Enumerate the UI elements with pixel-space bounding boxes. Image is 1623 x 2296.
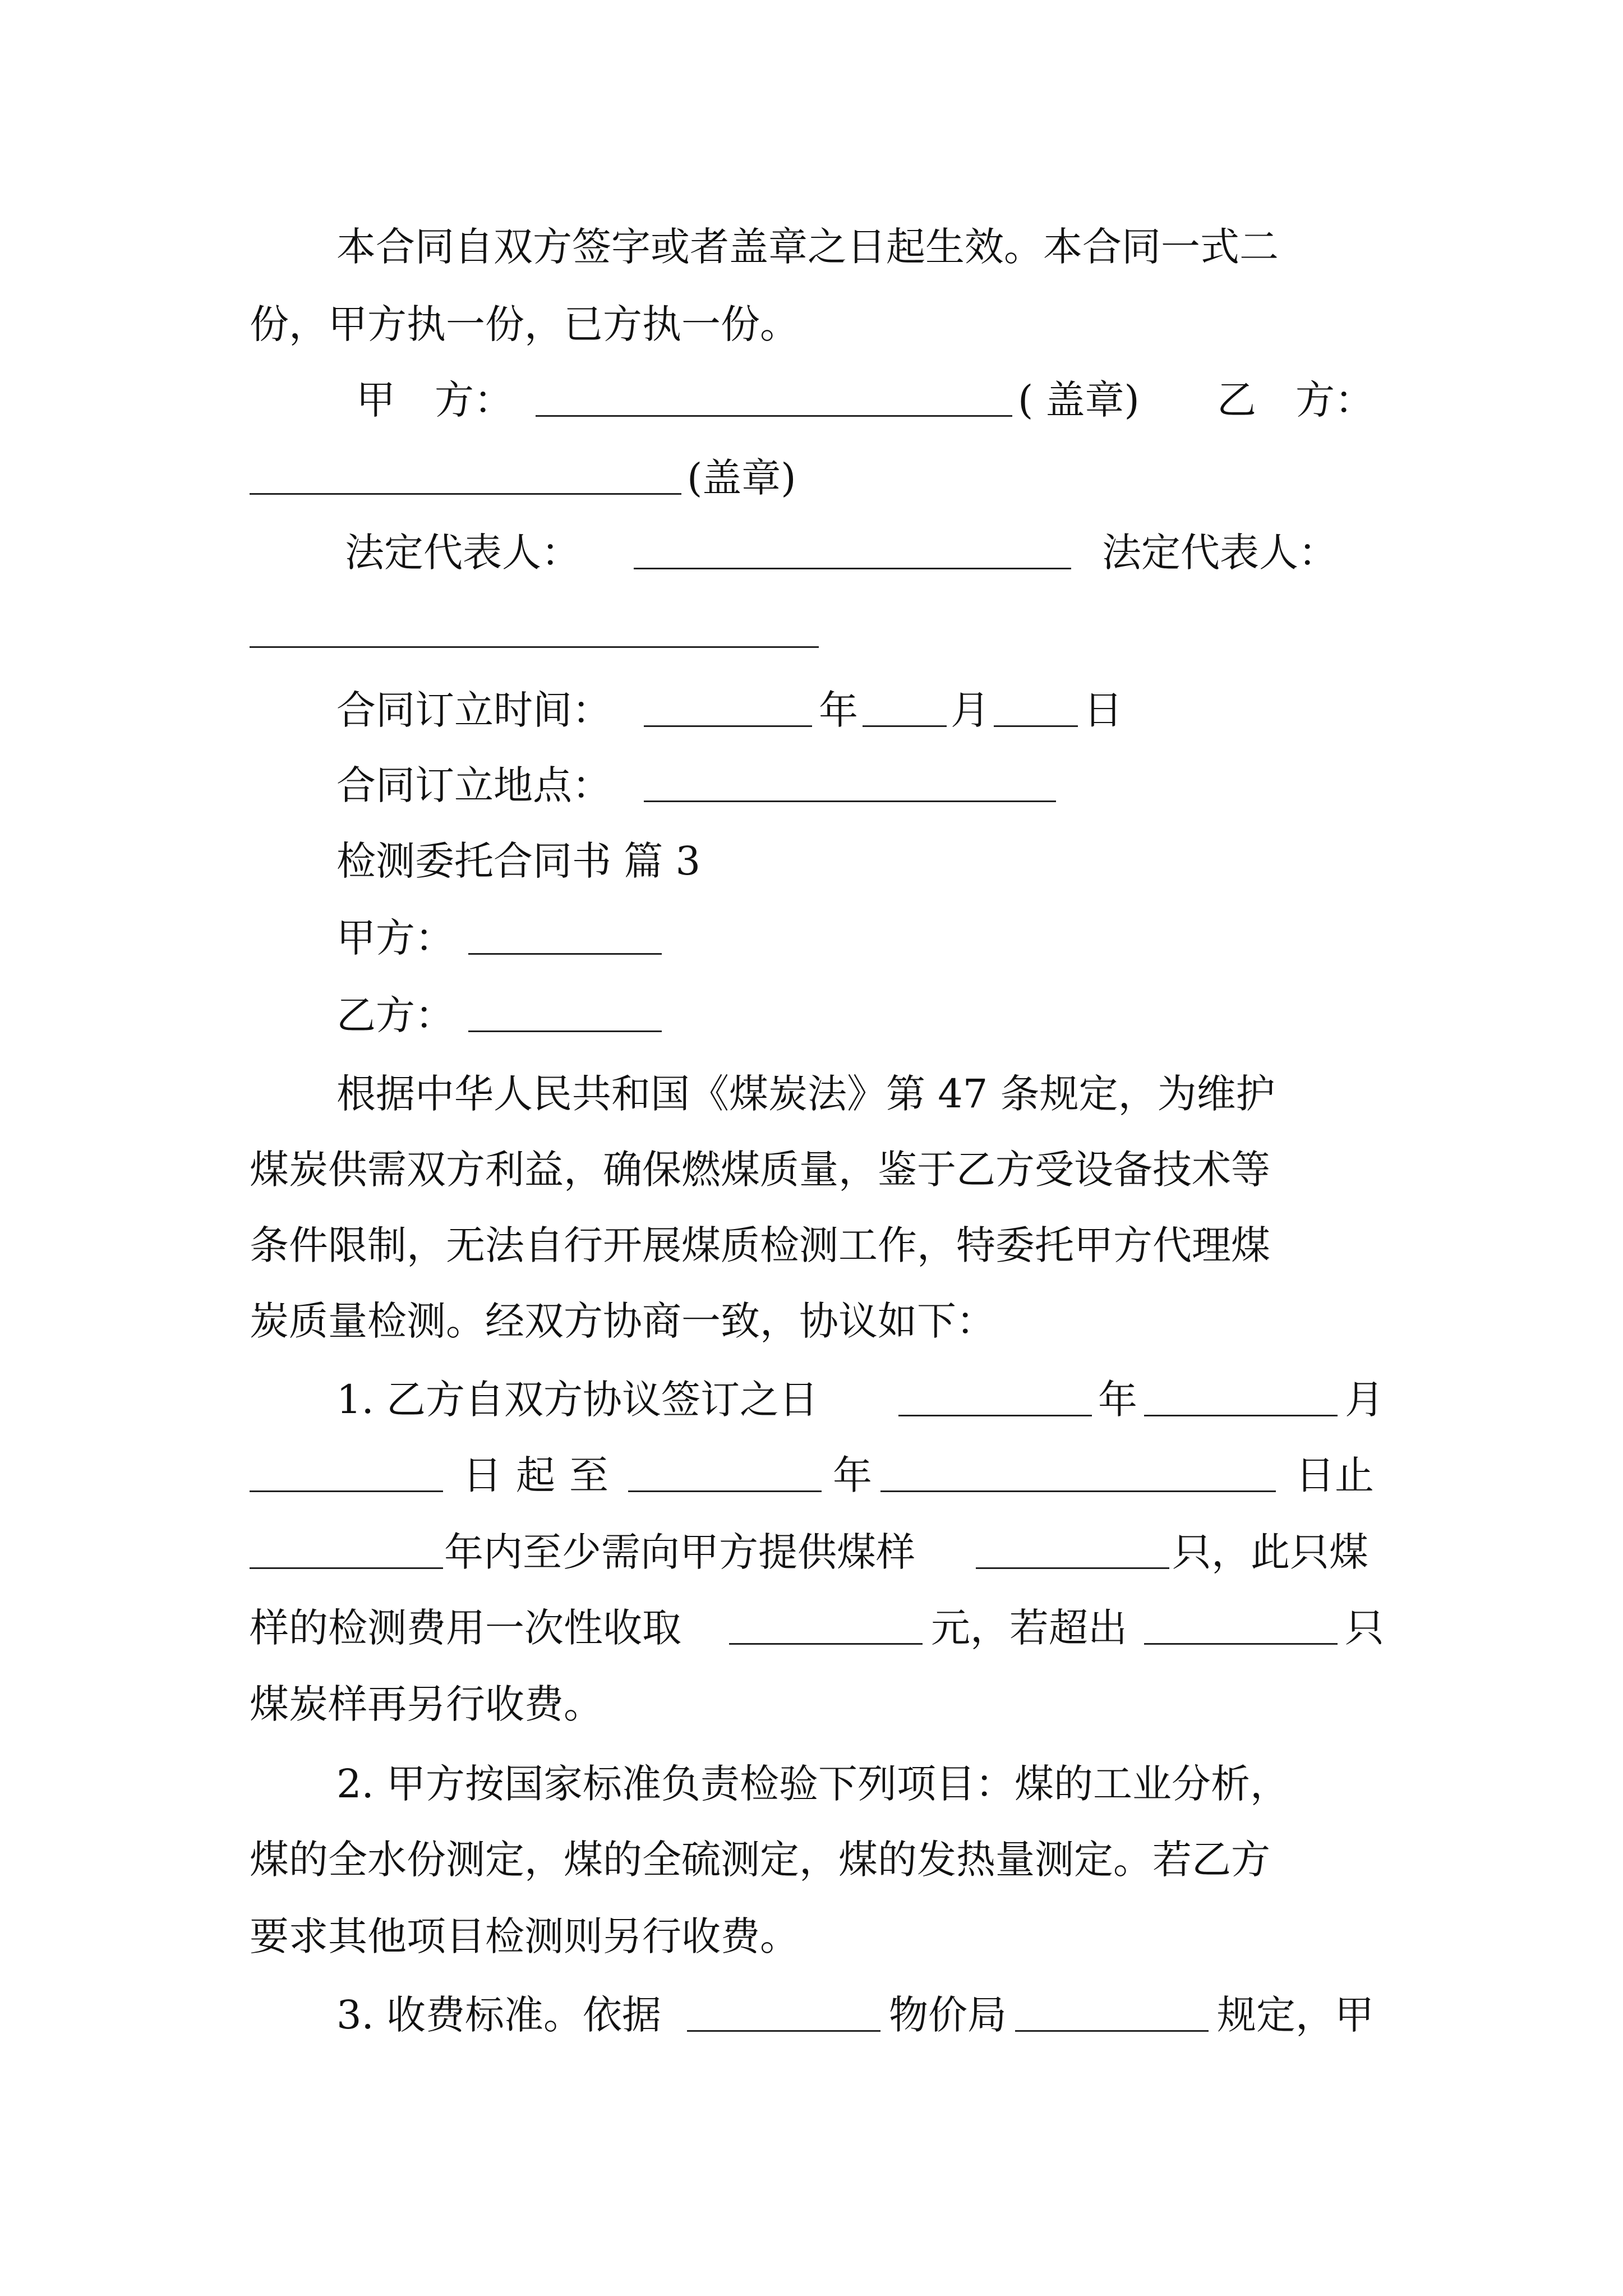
month-unit: 月 bbox=[951, 687, 990, 733]
place-label: 合同订立地点： bbox=[336, 762, 611, 808]
contract-place-line bbox=[0, 746, 1623, 825]
day-unit: 日 bbox=[463, 1452, 502, 1498]
text: 煤的全水份测定，煤的全硫测定，煤的发热量测定。若乙方 bbox=[250, 1837, 1270, 1883]
year-blank[interactable] bbox=[644, 671, 812, 749]
yi-line bbox=[0, 976, 1623, 1055]
text: 份，甲方执一份，已方执一份。 bbox=[250, 301, 799, 347]
text: 根据中华人民共和国《煤炭法》第 47 条规定，为维护 bbox=[336, 1071, 1275, 1117]
paragraph-effective-line2 bbox=[0, 285, 1623, 364]
jia-line bbox=[0, 899, 1623, 977]
year-unit: 年 bbox=[833, 1452, 872, 1498]
text: 煤炭样再另行收费。 bbox=[250, 1681, 603, 1727]
item2-line3 bbox=[0, 1897, 1623, 1976]
blank[interactable] bbox=[898, 1360, 1092, 1439]
text: 只 bbox=[1345, 1605, 1384, 1651]
item1-line2 bbox=[0, 1436, 1623, 1515]
party-b-blank[interactable] bbox=[250, 439, 681, 517]
place-blank[interactable] bbox=[644, 746, 1056, 825]
party-signature-line bbox=[0, 361, 1623, 439]
blank[interactable] bbox=[1144, 1360, 1338, 1439]
day-unit: 日 bbox=[1083, 687, 1123, 733]
text: 炭质量检测。经双方协商一致，协议如下： bbox=[250, 1298, 995, 1344]
blank[interactable] bbox=[250, 1513, 443, 1591]
blank[interactable] bbox=[687, 1976, 880, 2054]
jia-label: 甲方： bbox=[336, 915, 454, 961]
text: 条件限制，无法自行开展煤质检测工作，特委托甲方代理煤 bbox=[250, 1222, 1270, 1268]
intro-line3 bbox=[0, 1206, 1623, 1285]
blank[interactable] bbox=[880, 1436, 1276, 1515]
intro-line1 bbox=[0, 1055, 1623, 1133]
contract-date-line bbox=[0, 671, 1623, 749]
text: 1. 乙方自双方协议签订之日 bbox=[336, 1377, 819, 1423]
text: 只，此只煤 bbox=[1172, 1529, 1368, 1575]
blank[interactable] bbox=[628, 1436, 822, 1515]
month-blank[interactable] bbox=[863, 671, 947, 749]
year-unit: 年 bbox=[819, 687, 858, 733]
text: 至 bbox=[569, 1452, 608, 1498]
yi-label: 乙方： bbox=[336, 992, 454, 1038]
legal-rep-b-line bbox=[0, 592, 1623, 670]
yi-blank[interactable] bbox=[468, 976, 662, 1055]
item1-line3 bbox=[0, 1513, 1623, 1591]
text: 物价局 bbox=[889, 1992, 1007, 2038]
item2-line1 bbox=[0, 1745, 1623, 1823]
text: 3. 收费标准。依据 bbox=[336, 1992, 662, 2038]
legal-rep-a-label: 法定代表人： bbox=[345, 530, 580, 576]
day-blank[interactable] bbox=[994, 671, 1078, 749]
text: 本合同自双方签字或者盖章之日起生效。本合同一式二 bbox=[336, 224, 1279, 270]
intro-line4 bbox=[0, 1282, 1623, 1360]
item2-line2 bbox=[0, 1820, 1623, 1899]
item1-line1 bbox=[0, 1360, 1623, 1439]
title-text: 检测委托合同书 篇 3 bbox=[336, 838, 701, 884]
legal-rep-line bbox=[0, 513, 1623, 592]
jia-blank[interactable] bbox=[468, 899, 662, 977]
text: 规定，甲 bbox=[1217, 1992, 1374, 2038]
item1-line4 bbox=[0, 1589, 1623, 1667]
text: 要求其他项目检测则另行收费。 bbox=[250, 1913, 799, 1959]
text: 2. 甲方按国家标准负责检验下列项目：煤的工业分析， bbox=[336, 1761, 1290, 1807]
blank[interactable] bbox=[250, 1436, 443, 1515]
item1-line5 bbox=[0, 1665, 1623, 1743]
section-title bbox=[0, 822, 1623, 900]
blank[interactable] bbox=[729, 1589, 923, 1667]
text: 煤炭供需双方利益，确保燃煤质量，鉴于乙方受设备技术等 bbox=[250, 1147, 1270, 1193]
blank[interactable] bbox=[1144, 1589, 1338, 1667]
legal-rep-b-label: 法定代表人： bbox=[1102, 530, 1338, 576]
date-label: 合同订立时间： bbox=[336, 687, 611, 733]
text: 年内至少需向甲方提供煤样 bbox=[444, 1529, 915, 1575]
party-b-label: 乙 方： bbox=[1217, 377, 1374, 423]
blank[interactable] bbox=[1015, 1976, 1209, 2054]
seal-note: ( 盖章) bbox=[1018, 377, 1140, 423]
text: 样的检测费用一次性收取 bbox=[250, 1605, 681, 1651]
text: 起 bbox=[516, 1452, 555, 1498]
text: 元，若超出 bbox=[931, 1605, 1127, 1651]
text: 日止 bbox=[1295, 1452, 1374, 1498]
party-a-label: 甲 方： bbox=[356, 377, 513, 423]
legal-rep-a-blank[interactable] bbox=[634, 513, 1071, 592]
blank[interactable] bbox=[976, 1513, 1169, 1591]
seal-note: (盖章) bbox=[687, 455, 796, 501]
paragraph-effective-line1 bbox=[0, 208, 1623, 286]
intro-line2 bbox=[0, 1130, 1623, 1209]
legal-rep-b-blank[interactable] bbox=[250, 592, 819, 670]
month-unit: 月 bbox=[1345, 1377, 1384, 1423]
item3-line1 bbox=[0, 1976, 1623, 2054]
year-unit: 年 bbox=[1098, 1377, 1137, 1423]
party-b-signature-line bbox=[0, 439, 1623, 517]
party-a-blank[interactable] bbox=[536, 361, 1012, 439]
